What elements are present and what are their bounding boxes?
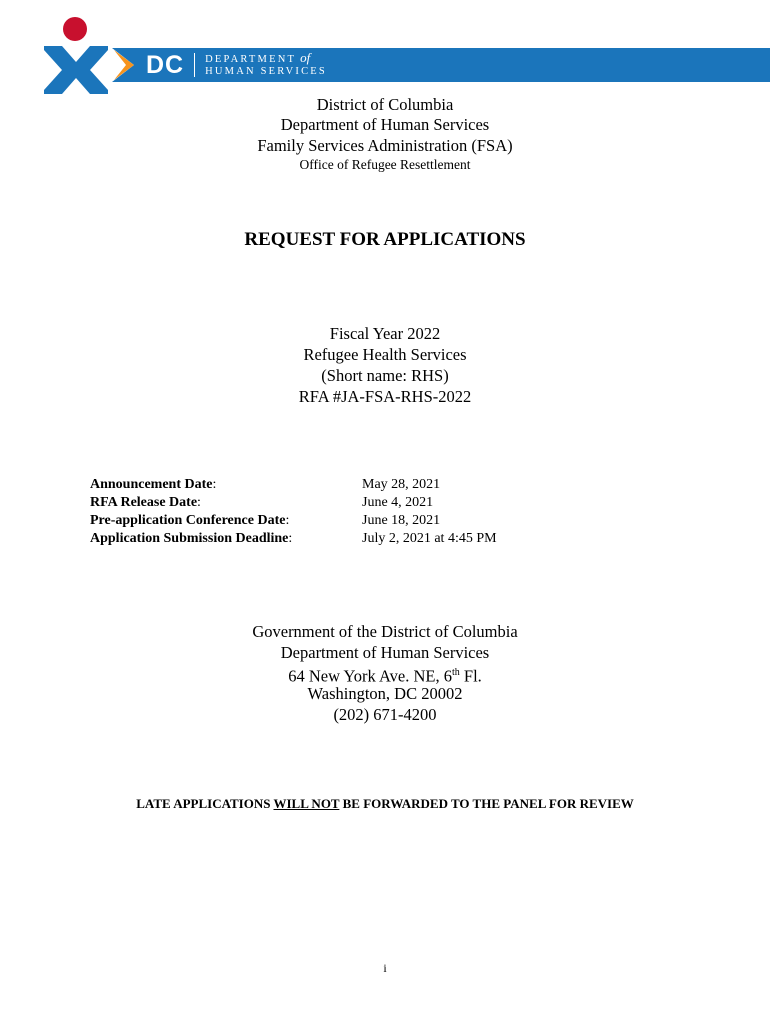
header-line1: District of Columbia	[316, 95, 454, 114]
date-value: June 18, 2021	[362, 513, 441, 528]
date-value: June 4, 2021	[362, 495, 434, 510]
page-title: REQUEST FOR APPLICATIONS	[244, 229, 526, 250]
dept-line2: HUMAN SERVICES	[205, 66, 327, 77]
page-number: i	[383, 961, 387, 975]
date-row: Pre-application Conference Date: June 18, 2021	[90, 513, 441, 528]
date-label: Announcement Date	[90, 477, 213, 492]
date-row: Application Submission Deadline: July 2, 2021 at 4:45 PM	[90, 531, 497, 546]
dept-of: of	[300, 50, 311, 65]
dc-wordmark: DC	[146, 51, 185, 79]
address-line1: Government of the District of Columbia	[252, 622, 518, 641]
address-line5: (202) 671-4200	[333, 705, 437, 724]
address-line3: 64 New York Ave. NE, 6th Fl.	[288, 666, 482, 686]
header-line3: Family Services Administration (FSA)	[257, 136, 513, 155]
dept-line1: DEPARTMENT	[205, 54, 297, 65]
program-line1: Fiscal Year 2022	[329, 324, 441, 343]
late-applications-notice: LATE APPLICATIONS WILL NOT BE FORWARDED TO THE PANEL FOR REVIEW	[136, 796, 634, 811]
dhs-logo-icon	[44, 16, 108, 94]
wordmark-divider	[194, 53, 195, 77]
department-wordmark	[205, 52, 327, 78]
date-value: July 2, 2021 at 4:45 PM	[362, 531, 497, 546]
program-line3: (Short name: RHS)	[321, 366, 449, 385]
date-label: RFA Release Date	[90, 495, 198, 510]
date-row: Announcement Date: May 28, 2021	[90, 477, 441, 492]
date-label: Pre-application Conference Date	[90, 513, 286, 528]
address-line4: Washington, DC 20002	[307, 684, 463, 703]
date-label: Application Submission Deadline	[90, 531, 289, 546]
header-line2: Department of Human Services	[280, 115, 490, 134]
date-value: May 28, 2021	[362, 477, 441, 492]
program-line2: Refugee Health Services	[303, 345, 467, 364]
address-line2: Department of Human Services	[280, 643, 490, 662]
dhs-logo-wordmark	[146, 50, 327, 80]
dates-table	[90, 476, 497, 548]
header-line4: Office of Refugee Resettlement	[299, 157, 471, 172]
date-row: RFA Release Date: June 4, 2021	[90, 495, 434, 510]
program-line4: RFA #JA-FSA-RHS-2022	[298, 387, 472, 406]
